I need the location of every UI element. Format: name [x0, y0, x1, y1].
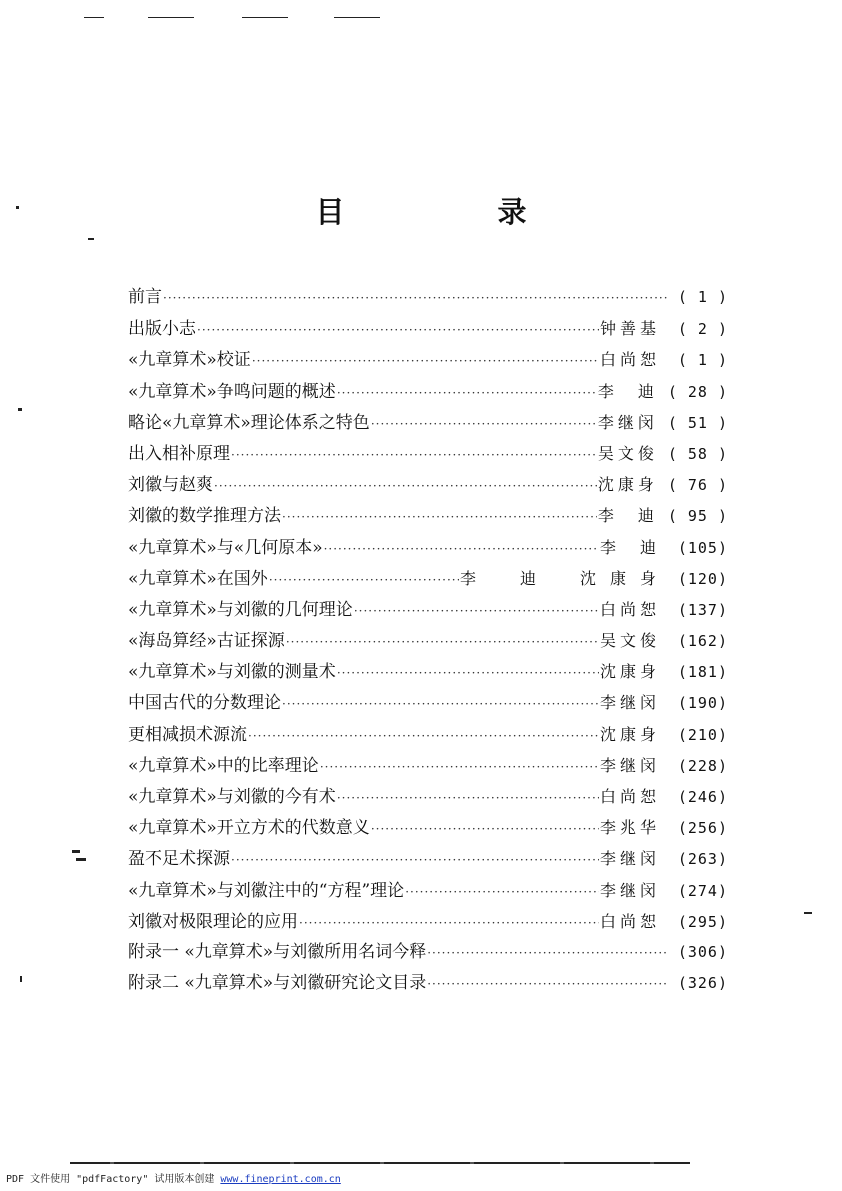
entry-title: 略论«九章算术»理论体系之特色 — [128, 412, 370, 433]
entry-page-number: ( 1 ) — [677, 351, 728, 370]
dot-leader — [371, 409, 597, 440]
entry-title: 刘徽与赵爽 — [128, 475, 213, 496]
entry-page-number: ( 76 ) — [667, 476, 728, 495]
toc-entry — [128, 750, 728, 781]
entry-page-number: (228) — [677, 756, 728, 775]
entry-author: 李继闵 — [597, 412, 658, 432]
scan-mark — [18, 408, 22, 411]
toc-entry — [128, 968, 728, 999]
entry-title: «九章算术»在国外 — [128, 568, 268, 589]
entry-page-number: (246) — [677, 788, 728, 806]
dot-leader — [427, 938, 669, 969]
top-rule — [84, 17, 104, 18]
entry-title: «九章算术»开立方术的代数意义 — [128, 818, 370, 839]
dot-leader — [320, 752, 599, 783]
entry-title: 出版小志 — [128, 319, 196, 340]
entry-author: 李 迪 沈康身 — [459, 568, 670, 588]
footer-link[interactable]: www.fineprint.com.cn — [220, 1174, 341, 1185]
dot-leader — [299, 908, 599, 939]
entry-title: 刘徽的数学推理方法 — [128, 506, 281, 527]
entry-title: «九章算术»与刘徽的测量术 — [128, 662, 336, 683]
toc-entry — [128, 719, 728, 750]
toc-entry — [128, 812, 728, 843]
toc-entry — [128, 875, 728, 906]
dot-leader — [337, 658, 599, 689]
entry-page-number: ( 95 ) — [667, 507, 728, 526]
entry-title: «九章算术»与刘徽的几何理论 — [128, 599, 353, 620]
entry-page-number: (263) — [677, 850, 728, 869]
top-rule — [242, 17, 288, 18]
dot-leader — [354, 596, 599, 627]
entry-page-number: ( 28 ) — [667, 382, 728, 401]
scan-mark — [804, 912, 812, 914]
entry-title: 附录一 «九章算术»与刘徽所用名词今释 — [128, 941, 427, 962]
toc-entry — [128, 282, 728, 313]
entry-author: 李继闵 — [600, 755, 661, 775]
entry-page-number: (256) — [677, 819, 728, 838]
footer-prefix: PDF 文件使用 "pdfFactory" 试用版本创建 — [6, 1174, 221, 1185]
entry-page-number: (181) — [677, 663, 728, 682]
toc-entry — [128, 625, 728, 656]
entry-title: 附录二 «九章算术»与刘徽研究论文目录 — [128, 973, 427, 994]
entry-author: 吴文俊 — [600, 631, 661, 651]
entry-author: 李 迪 — [600, 537, 661, 557]
page-title: 目 录 — [315, 195, 589, 229]
entry-page-number: (210) — [677, 725, 728, 744]
dot-leader — [286, 627, 599, 658]
toc-entry — [128, 407, 728, 438]
entry-author: 白尚恕 — [600, 911, 661, 931]
entry-title: 出入相补原理 — [128, 443, 230, 464]
entry-author: 李继闵 — [600, 693, 661, 713]
entry-page-number: (295) — [677, 912, 728, 931]
entry-page-number: (190) — [677, 694, 728, 713]
pdf-footer — [6, 1170, 341, 1185]
toc-entry — [128, 687, 728, 718]
entry-page-number: (137) — [677, 600, 728, 619]
toc-entry — [128, 843, 728, 874]
dot-leader — [324, 534, 599, 565]
entry-page-number: ( 2 ) — [677, 320, 728, 339]
table-of-contents — [128, 282, 728, 999]
dot-leader — [282, 689, 599, 720]
scan-mark — [76, 858, 86, 861]
toc-entry — [128, 438, 728, 469]
entry-author: 沈康身 — [600, 662, 661, 682]
toc-entry — [128, 563, 728, 594]
dot-leader — [371, 814, 599, 845]
dot-leader — [163, 283, 669, 314]
entry-page-number: (162) — [677, 632, 728, 651]
entry-title: «九章算术»与«几何原本» — [128, 537, 323, 558]
toc-entry — [128, 937, 728, 968]
entry-page-number: (306) — [677, 942, 728, 961]
entry-title: «九章算术»校证 — [128, 350, 251, 371]
entry-author: 李兆华 — [600, 818, 661, 838]
entry-author: 白尚恕 — [600, 350, 661, 370]
entry-author: 沈康身 — [600, 724, 661, 744]
dot-leader — [252, 346, 599, 377]
footer-rule — [70, 1162, 690, 1164]
toc-entry — [128, 781, 728, 812]
toc-entry — [128, 594, 728, 625]
entry-title: 盈不足术探源 — [128, 849, 230, 870]
dot-leader — [214, 471, 597, 502]
entry-author: 白尚恕 — [600, 787, 661, 806]
dot-leader — [231, 845, 599, 876]
dot-leader — [427, 969, 669, 1000]
top-rule — [334, 17, 380, 18]
entry-author: 吴文俊 — [597, 443, 658, 463]
toc-entry — [128, 500, 728, 531]
entry-author: 白尚恕 — [600, 599, 661, 619]
toc-entry — [128, 344, 728, 375]
entry-page-number: ( 58 ) — [667, 444, 728, 463]
entry-page-number: (326) — [677, 974, 728, 993]
dot-leader — [248, 721, 599, 752]
entry-author: 李继闵 — [600, 849, 661, 869]
dot-leader — [197, 315, 599, 346]
toc-entry — [128, 906, 728, 937]
entry-title: «九章算术»与刘徽的今有术 — [128, 787, 336, 807]
entry-title: 前言 — [128, 287, 162, 307]
toc-entry — [128, 469, 728, 500]
dot-leader — [282, 502, 597, 533]
entry-author: 钟善基 — [600, 319, 661, 339]
entry-title: 中国古代的分数理论 — [128, 693, 281, 714]
scan-mark — [72, 850, 80, 853]
dot-leader — [337, 378, 597, 409]
entry-page-number: (274) — [677, 881, 728, 900]
entry-page-number: (105) — [677, 538, 728, 557]
entry-title: «海岛算经»古证探源 — [128, 631, 285, 652]
entry-author: 李继闵 — [600, 880, 661, 900]
toc-entry — [128, 376, 728, 407]
entry-page-number: ( 51 ) — [667, 413, 728, 432]
entry-title: 刘徽对极限理论的应用 — [128, 911, 298, 932]
entry-title: 更相减损术源流 — [128, 724, 247, 745]
top-rule — [148, 17, 194, 18]
dot-leader — [337, 783, 599, 814]
scan-mark — [20, 976, 22, 982]
toc-entry — [128, 532, 728, 563]
entry-title: «九章算术»与刘徽注中的“方程”理论 — [128, 880, 405, 901]
scan-mark — [88, 238, 94, 240]
entry-author: 李 迪 — [597, 506, 658, 526]
entry-page-number: ( 1 ) — [677, 288, 728, 306]
entry-title: «九章算术»中的比率理论 — [128, 755, 319, 776]
entry-page-number: (120) — [677, 569, 728, 588]
toc-entry — [128, 656, 728, 687]
entry-author: 李 迪 — [597, 381, 658, 401]
entry-title: «九章算术»争鸣问题的概述 — [128, 381, 336, 402]
toc-entry — [128, 313, 728, 344]
entry-author: 沈康身 — [597, 475, 658, 495]
dot-leader — [231, 440, 597, 471]
dot-leader — [269, 565, 459, 596]
dot-leader — [405, 877, 599, 908]
